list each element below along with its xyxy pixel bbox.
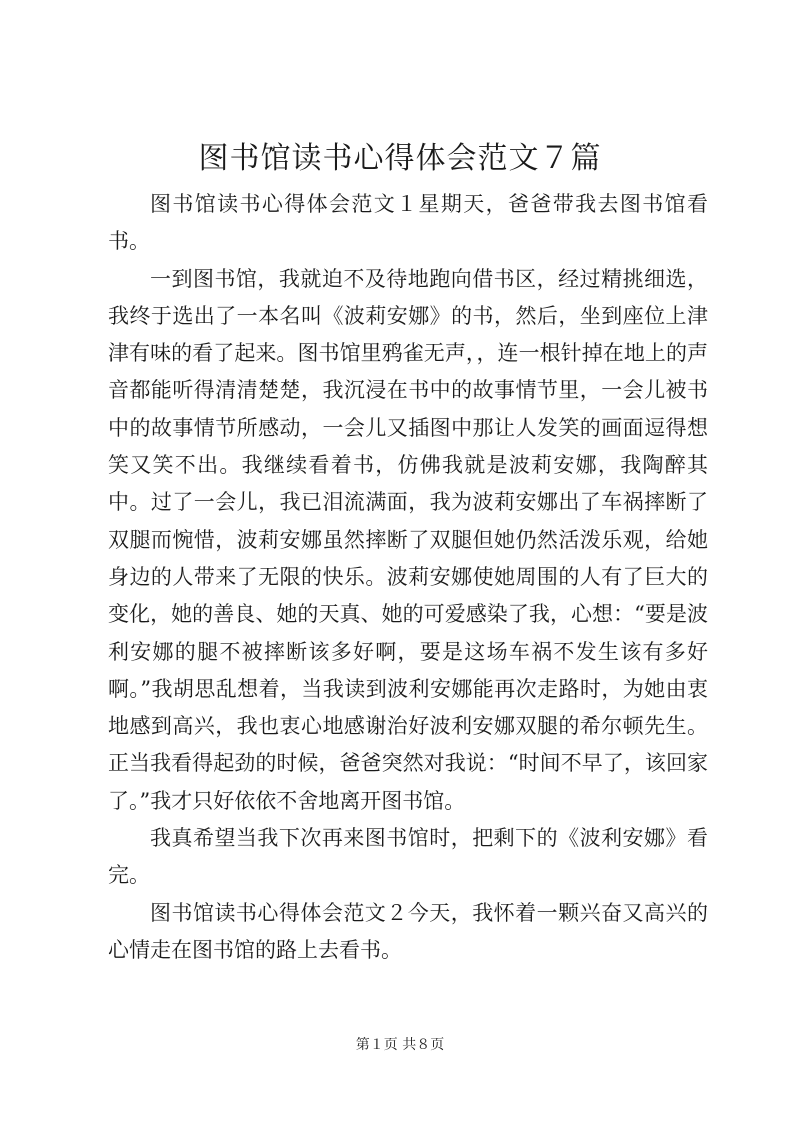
- document-title: 图书馆读书心得体会范文７篇: [198, 141, 602, 176]
- paragraph-2: 一到图书馆，我就迫不及待地跑向借书区，经过精挑细选，我终于选出了一本名叫《波莉安娜》的书，然后，坐到座位上津津有味的看了起来。图书馆里鸦雀无声，，连一根针掉在地上的声音都能听得清清楚楚，我沉浸在书中的故事情节里，一会儿被书中的故事情节所感动，一会儿又插图中那让人发笑的画面逗得想笑又笑不出。我继续看着书，仿佛我就是波莉安娜，我陶醉其中。过了一会儿，我已泪流满面，我为波莉安娜出了车祸摔断了双腿而惋惜，波莉安娜虽然摔断了双腿但她仍然活泼乐观，给她身边的人带来了无限的快乐。波莉安娜使她周围的人有了巨大的变化，她的善良、她的天真、她的可爱感染了我，心想：“要是波利安娜的腿不被摔断该多好啊，要是这场车祸不发生该有多好啊。”我胡思乱想着，当我读到波利安娜能再次走路时，为她由衷地感到高兴，我也衷心地感谢治好波利安娜双腿的希尔顿先生。正当我看得起劲的时候，爸爸突然对我说：“时间不早了，该回家了。”我才只好依依不舍地离开图书馆。: [108, 266, 708, 813]
- page-number-footer: 第１页 共８页: [355, 1037, 445, 1053]
- paragraph-3: 我真希望当我下次再来图书馆时，把剩下的《波利安娜》看完。: [108, 826, 708, 888]
- document-body: [108, 186, 708, 969]
- paragraph-1: 图书馆读书心得体会范文１星期天，爸爸带我去图书馆看书。: [108, 192, 708, 254]
- paragraph-4: 图书馆读书心得体会范文２今天，我怀着一颗兴奋又高兴的心情走在图书馆的路上去看书。: [108, 900, 708, 962]
